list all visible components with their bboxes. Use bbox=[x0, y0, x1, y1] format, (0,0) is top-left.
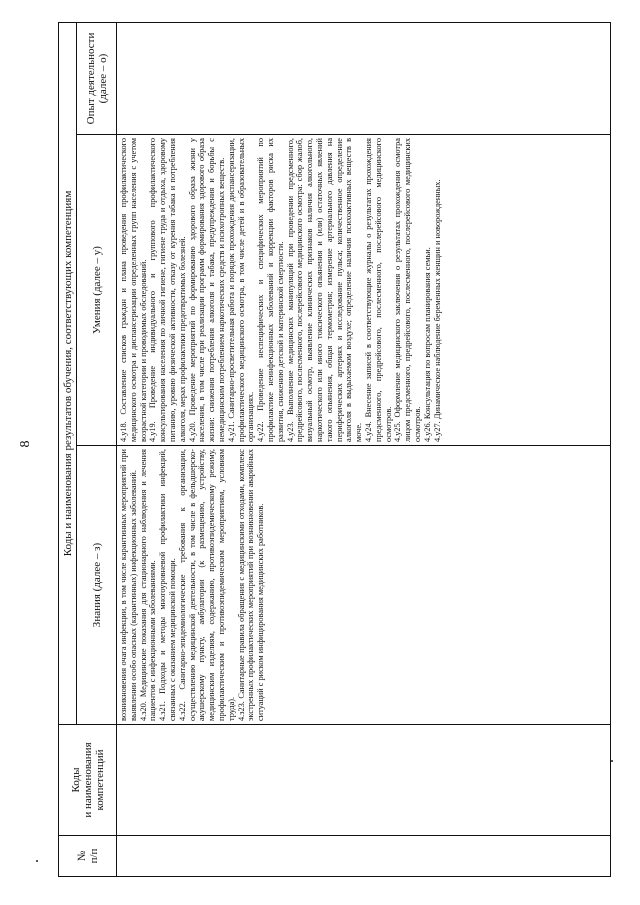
column-header-skills: Умения (далее – у) bbox=[77, 135, 117, 446]
group-header-results: Коды и наименования результатов обучения, соответствующих компетенциям bbox=[59, 23, 77, 725]
column-header-number: № п/п bbox=[59, 836, 117, 877]
table-row bbox=[117, 23, 611, 877]
column-header-experience: Опыт деятельности (далее – о) bbox=[77, 23, 117, 135]
column-header-codes: Коды и наименования компетенций bbox=[59, 725, 117, 836]
competency-table bbox=[58, 22, 611, 877]
cell-experience bbox=[117, 23, 611, 135]
scan-speck bbox=[611, 760, 613, 762]
competency-table-sheet bbox=[58, 23, 611, 877]
rotated-page bbox=[58, 23, 611, 877]
scan-speck bbox=[36, 860, 38, 862]
cell-codes bbox=[117, 725, 611, 836]
cell-number bbox=[117, 836, 611, 877]
column-header-knowledge: Знания (далее – з) bbox=[77, 446, 117, 725]
page-number: 8 bbox=[18, 440, 33, 448]
cell-skills: 4.у18. Составление списков граждан и плана проведения профилактического медицинского осмотра и диспансеризации определенных групп населения с учетом возрастной категории и проводимых обследований. 4.у19. Проведение индивидуального и группового профилактического консультирования населения по личной гигиене, гигиене труда и отдыха, здоровому питанию, уровню физической активности, отказу от курения табака и потребления алкоголя, мерах профилактики предотвратимых болезней. 4.у20. Проведение мероприятий по формированию здорового образа жизни у населения, в том числе при реализации программ формирования здорового образа жизни: снижения потребления алкоголя и табака, предупреждения и борьбы с немедицинским потреблением наркотических средств и психотропных веществ. 4.у21. Санитарно-просветительная работа и порядок прохождения диспансеризации, профилактического медицинского осмотра, в том числе детей и в образовательных организациях. 4.у22. Проведение неспецифических и специфических мероприятий по профилактике неинфекционных заболеваний и коррекции факторов риска их развития, снижению детской и материнской смертности. 4.у23. Выполнение медицинских манипуляций при проведении предсменного, предрейсового, послесменного, послерейсового медицинского осмотра: сбор жалоб, визуальный осмотр, выявление клинических признаков наличия алкогольного, наркотического или иного токсического опьянения и (или) остаточных явлений такого опьянения, общая термометрия; измерение артериального давления на периферических артериях и исследование пульса; количественное определение алкоголя в выдыхаемом воздухе; определение наличия психоактивных веществ в моче. 4.у24. Внесение записей в соответствующие журналы о результатах прохождения предсменного, предрейсового, послесменного, послерейсового медицинского осмотров. 4.у25. Оформление медицинского заключения о результатах прохождения осмотра лицом предсменного, предрейсового, послесменного, послерейсового медицинских осмотров. 4.у26. Консультация по вопросам планирования семьи. 4.у27. Динамическое наблюдение беременных женщин и новорожденных. bbox=[117, 135, 611, 446]
cell-knowledge: возникновения очага инфекции, в том числе карантинных мероприятий при выявлении особо опасных (карантинных) инфекционных заболеваний. 4.з20. Медицинские показания для стационарного наблюдения и лечения пациентов с инфекционными заболеваниями. 4.з21. Подходы и методы многоуровневой профилактики инфекций, связанных с оказанием медицинской помощи. 4.з22. Санитарно-эпидемиологические требования к организации, осуществлению медицинской деятельности, в том числе в фельдшерско-акушерскому пункту, амбулатории (к размещению, устройству, медицинским изделиям, содержанию, противоэпидемическому режиму, профилактическим и противоэпидемическим мероприятиям, условиям труда). 4.з23. Санитарные правила обращения с медицинскими отходами, комплекс экстренных профилактических мероприятий при возникновении аварийных ситуаций с риском инфицирования медицинских работников. bbox=[117, 446, 611, 725]
